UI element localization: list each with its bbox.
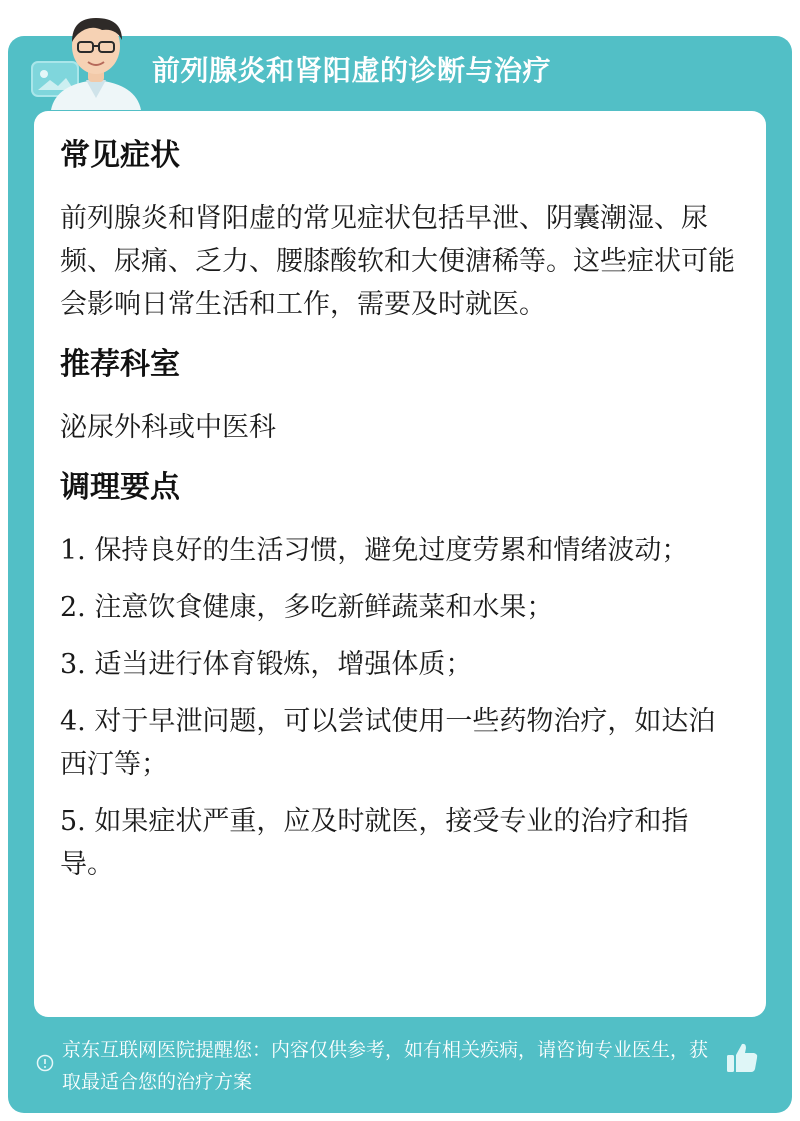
list-item xyxy=(60,643,740,686)
list-item xyxy=(60,529,740,572)
list-item-number: 2. xyxy=(60,592,86,623)
doctor-avatar-icon xyxy=(46,6,146,110)
care-heading: 调理要点 xyxy=(60,470,180,505)
list-item-text: 对于早泄问题，可以尝试使用一些药物治疗，如达泊西汀等； xyxy=(60,706,716,780)
list-item xyxy=(60,700,740,786)
list-item-number: 1. xyxy=(60,535,86,566)
list-item-text: 保持良好的生活习惯，避免过度劳累和情绪波动； xyxy=(94,535,689,566)
department-text: 泌尿外科或中医科 xyxy=(60,412,276,443)
list-item xyxy=(60,800,740,886)
department-heading: 推荐科室 xyxy=(60,347,180,382)
list-item-number: 4. xyxy=(60,706,86,737)
list-item xyxy=(60,586,740,629)
thumbs-up-icon[interactable] xyxy=(724,1040,760,1076)
content-card xyxy=(34,111,766,1017)
symptoms-heading: 常见症状 xyxy=(60,138,180,173)
care-list xyxy=(60,529,740,886)
list-item-text: 如果症状严重，应及时就医，接受专业的治疗和指导。 xyxy=(60,806,689,880)
list-item-number: 3. xyxy=(60,649,86,680)
page-title: 前列腺炎和肾阳虚的诊断与治疗 xyxy=(152,54,552,87)
list-item-text: 适当进行体育锻炼，增强体质； xyxy=(94,649,473,680)
list-item-number: 5. xyxy=(60,806,86,837)
info-icon xyxy=(36,1054,54,1072)
symptoms-text: 前列腺炎和肾阳虚的常见症状包括早泄、阴囊潮湿、尿频、尿痛、乏力、腰膝酸软和大便溏稀等。这些症状可能会影响日常生活和工作，需要及时就医。 xyxy=(60,203,735,320)
disclaimer-text: 京东互联网医院提醒您：内容仅供参考，如有相关疾病，请咨询专业医生，获取最适合您的治疗方案 xyxy=(62,1039,709,1093)
list-item-text: 注意饮食健康，多吃新鲜蔬菜和水果； xyxy=(94,592,554,623)
